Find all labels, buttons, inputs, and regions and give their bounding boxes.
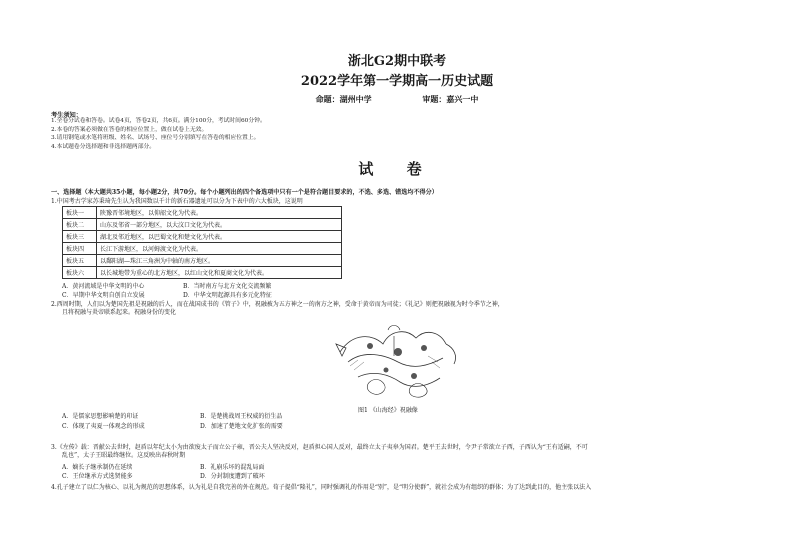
table-row xyxy=(63,267,342,279)
paper-heading: 试 卷 xyxy=(358,160,436,178)
region-table xyxy=(62,206,342,279)
exam-title-line1: 浙北G2期中联考 xyxy=(347,54,447,69)
option-a: A．嫡长子继承制仍在延续 xyxy=(62,464,133,471)
table-cell: 陕豫晋邻境地区，以仰韶文化为代表。 xyxy=(97,207,342,219)
option-d: D．中华文明起源具有多元化特征 xyxy=(183,292,272,299)
table-row xyxy=(63,219,342,231)
figure-caption: 图1 《山海经》祝融像 xyxy=(358,407,418,414)
exam-title-line2: 2022学年第一学期高一历史试题 xyxy=(300,74,494,89)
table-cell: 湖北及邻近地区，以巴蜀文化和楚文化为代表。 xyxy=(97,231,342,243)
stem-line: 3.《左传》载：晋献公去世时，赵盾以年纪太小为由欲废太子而立公子雍，晋公夫人坚决反对，赵盾担心国人反对，最终立太子夷皋为国君。楚平王去世时，令尹子常欲立子西，子西认为“王有适嗣，不可 xyxy=(51,444,588,451)
zhurong-illustration xyxy=(328,322,468,400)
option-c: C．早期中华文明自创自立发展 xyxy=(62,292,145,299)
notice-item: 4.本试题卷分选择题和非选择题两部分。 xyxy=(51,143,156,150)
table-row xyxy=(63,207,342,219)
question-4-stem: 4.孔子建立了以仁为核心、以礼为规范的思想体系，认为礼是自我完善的外在规范。荀子提倡“隆礼”，同时强调礼的作用是“别”，是“明分使群”，就社会成为有组织的群体；为了达到此目的，他主张以法入 xyxy=(51,484,592,491)
option-d: D．加速了楚地文化扩张的需要 xyxy=(200,423,283,430)
option-a: A．黄河流域是中华文明的中心 xyxy=(62,283,145,290)
stem-line: 乱也”，太子王昭最终继位。这反映出春秋时期 xyxy=(62,452,186,460)
table-cell: 山东及邻省一部分地区，以大汶口文化为代表。 xyxy=(97,219,342,231)
option-b: B．是楚挑战周王权威的衍生品 xyxy=(200,413,283,420)
table-row xyxy=(63,243,342,255)
option-c: C．王位继承方式选贤能多 xyxy=(62,473,133,480)
notice-list xyxy=(51,117,266,151)
setter-text: 命题：湖州中学 xyxy=(315,94,372,104)
table-row xyxy=(63,255,342,267)
table-cell: 板块六 xyxy=(63,267,97,279)
notice-title: 考生须知： xyxy=(51,112,82,119)
table-cell: 板块三 xyxy=(63,231,97,243)
table-cell: 长江下游地区，以河姆渡文化为代表。 xyxy=(97,243,342,255)
table-cell: 板块一 xyxy=(63,207,97,219)
option-d: D．分封制度遭到了破坏 xyxy=(200,473,265,480)
option-b: B．当时南方与北方文化交流频繁 xyxy=(183,283,272,290)
notice-item: 2.本卷的答案必须做在答卷的相应位置上，做在试卷上无效。 xyxy=(51,126,208,133)
question-3-stem xyxy=(51,444,746,461)
table-cell: 板块四 xyxy=(63,243,97,255)
notice-item: 1.全卷分试卷和答卷。试卷4页，答卷2页，共6页。满分100分，考试时间60分钟。 xyxy=(51,118,266,124)
stem-line: 且将祝融与炎帝联系起来。祝融身份的变化 xyxy=(62,309,177,317)
option-c: C．体现了夷夏一体观念的形成 xyxy=(62,423,145,430)
option-a: A．是儒家思想影响楚的印证 xyxy=(62,413,139,420)
table-cell: 以长城地带为重心的北方地区，以红山文化和夏商文化为代表。 xyxy=(97,267,342,279)
question-2-stem xyxy=(51,301,751,318)
table-cell: 板块五 xyxy=(63,255,97,267)
reviewer-text: 审题：嘉兴一中 xyxy=(422,94,479,104)
table-cell: 以鄱阳湖—珠江三角洲为中轴的南方地区。 xyxy=(97,255,342,267)
exam-setter-line xyxy=(0,94,794,105)
table-cell: 板块二 xyxy=(63,219,97,231)
option-b: B．礼崩乐坏的混乱局面 xyxy=(200,464,265,471)
table-row xyxy=(63,231,342,243)
section-heading: 一、选择题（本大题共35小题，每小题2分，共70分。每个小题列出的四个备选项中只有一个是符合题目要求的，不选、多选、错选均不得分） xyxy=(51,189,438,196)
question-1-stem: 1.中国考古学家苏秉琦先生认为我国数以千计的新石器遗址可以分为下表中的六大板块，这说明 xyxy=(51,198,303,205)
notice-item: 3.请用钢笔或水笔将班级、姓名、试场号、座位号分别填写在答卷的相应位置上。 xyxy=(51,135,260,142)
stem-line: 2.西周时期，人们以为楚国先祖是祝融的后人，而在战国成书的《管子》中，祝融被为五方神之一的南方之神，受命于黄帝而为司徒；《礼记》则把祝融视为时令季节之神， xyxy=(51,301,504,308)
